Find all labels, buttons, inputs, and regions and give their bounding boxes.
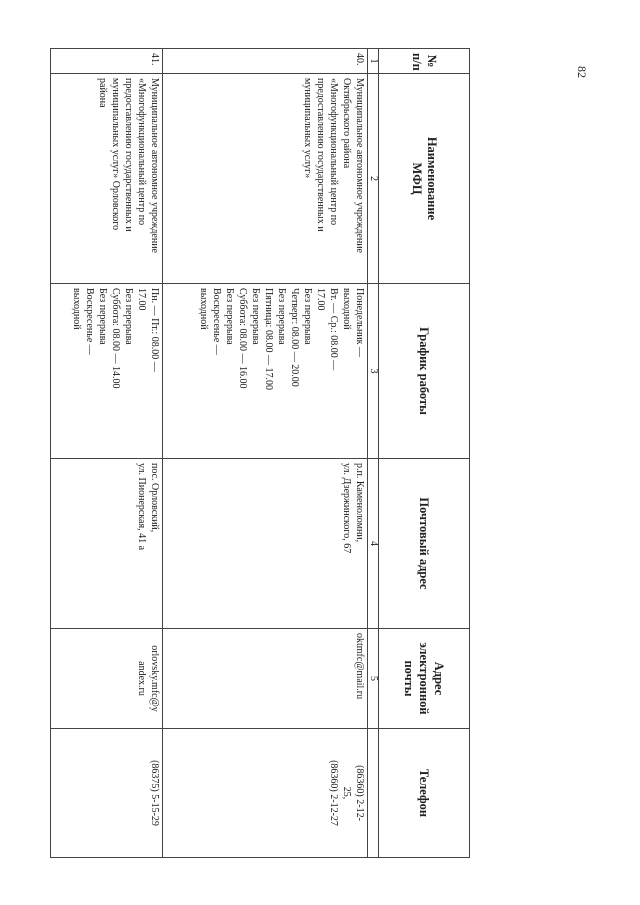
colnum-1: 1 xyxy=(368,49,379,74)
page-number: 82 xyxy=(575,66,589,78)
mfc-name: Муниципальное автономное учреждение Октябрьского района «Многофункциональный центр по предоставлению государственных и муниципальных услуг» xyxy=(163,74,368,284)
work-schedule: Понедельник — выходной Вт. — Ср.: 08.00 — 17.00 Без перерыва Четверг: 08.00 — 20.00 Без перерыва Пятница: 08.00 — 17.00 Без перерыва Суббота: 08.00 — 16.00 Без перерыва Воскресенье — выходной xyxy=(163,284,368,459)
phone: (86375) 5-15-29 xyxy=(51,729,163,858)
work-schedule: Пн. — Пт.: 08.00 — 17.00 Без перерыва Суббота: 08.00 — 14.00 Без перерыва Воскресенье — выходной xyxy=(51,284,163,459)
column-number-row xyxy=(368,49,379,858)
header-address: Почтовый адрес xyxy=(379,459,470,629)
row-number: 40. xyxy=(163,49,368,74)
rotated-document xyxy=(70,48,470,857)
header-phone: Телефон xyxy=(379,729,470,858)
header-email: Адрес электронной почты xyxy=(379,629,470,729)
colnum-5: 5 xyxy=(368,629,379,729)
header-row xyxy=(379,49,470,858)
mfc-name: Муниципальное автономное учреждение «Многофункциональный центр по предоставлению государственных и муниципальных услуг» Орловского района xyxy=(51,74,163,284)
row-number: 41. xyxy=(51,49,163,74)
colnum-2: 2 xyxy=(368,74,379,284)
postal-address: р.п. Каменоломни, ул. Дзержинского, 67 xyxy=(163,459,368,629)
mfc-table xyxy=(50,48,470,858)
table-row xyxy=(51,49,163,858)
colnum-4: 4 xyxy=(368,459,379,629)
email-address: orlovsky.mfc@y andex.ru xyxy=(51,629,163,729)
email-address: oktmfc@mail.ru xyxy=(163,629,368,729)
postal-address: пос. Орловский, ул. Пионерская, 41 а xyxy=(51,459,163,629)
header-schedule: График работы xyxy=(379,284,470,459)
colnum-3: 3 xyxy=(368,284,379,459)
header-name: Наименование МФЦ xyxy=(379,74,470,284)
header-number: № п/п xyxy=(379,49,470,74)
colnum-empty xyxy=(368,729,379,858)
phone: (86360) 2-12- 25, (86360) 2-12-27 xyxy=(163,729,368,858)
table-row xyxy=(163,49,368,858)
